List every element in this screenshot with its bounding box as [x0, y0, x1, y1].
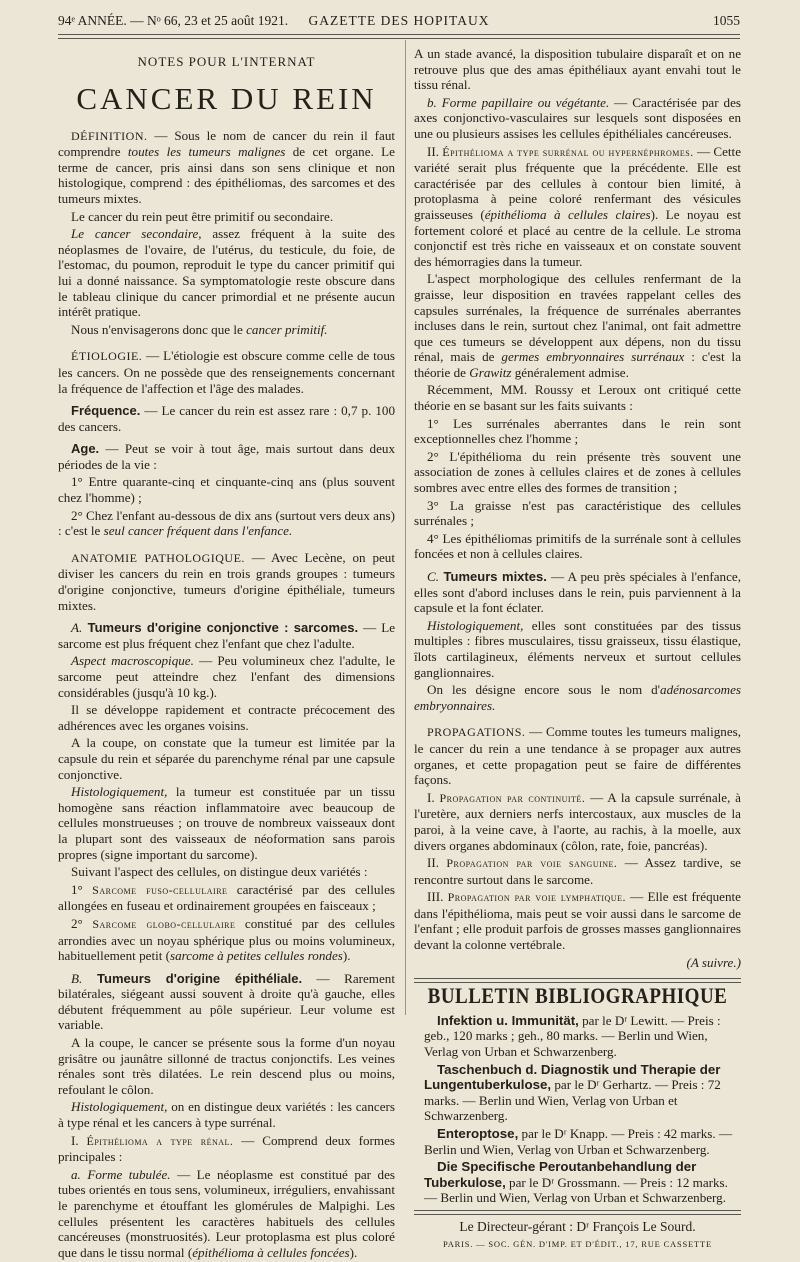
list-item: 2° Sarcome globo-cellulaire constitué par des cellules arrondies avec un noyau sphérique plus ou moins volumineux, habituellement petit (sarcome à petites cellules rondes).	[58, 915, 395, 964]
list-item: II. Épithélioma a type surrénal ou hypernéphromes. — Cette variété serait plus fréquente que la précédente. Elle est caractérisée par des cellules à contour bien limité, à protoplasma à peine coloré renfermant des vésicules graisseuses (épithélioma à cellules claires). Le noyau est fortement coloré et placé au centre de la cellule. Le stroma conjonctif est très riche en vaisseaux et on constate souvent des hémorragies dans la tumeur.	[414, 143, 742, 269]
article-title: CANCER DU REIN	[76, 80, 377, 116]
list-item: III. Propagation par voie lymphatique. — Elle est fréquente dans l'épithélioma, mais peut se voir aussi dans le sarcome de l'enfant ; elle produit parfois de grosses masses ganglionnaires devant la colonne vertébrale.	[414, 889, 741, 953]
column-divider	[405, 40, 406, 1015]
list-item: II. Propagation par voie sanguine. — Assez tardive, se rencontre surtout dans le sarcome.	[414, 855, 741, 887]
page-number: 1055	[713, 13, 740, 28]
bibliography-entry: Enteroptose, par le Dʳ Knapp. — Preis : 42 marks. — Berlin und Wien, Verlag von Urban et Schwarzenberg.	[424, 1126, 733, 1157]
to-be-continued: (A suivre.)	[686, 954, 741, 970]
section-rule	[414, 1210, 741, 1215]
issue-info: 94ᵉ ANNÉE. — Nᵒ 66, 23 et 25 août 1921.	[58, 13, 289, 28]
paragraph: Age. — Peut se voir à tout âge, mais surtout dans deux périodes de la vie :	[58, 441, 395, 472]
right-column	[414, 46, 741, 1252]
paragraph: B. Tumeurs d'origine épithéliale. — Rarement bilatérales, siégeant aussi souvent à droite qu'à gauche, elles débutent fréquemment au pôle supérieur. Leur volume est variable.	[58, 970, 395, 1033]
bibliography-entry: Taschenbuch d. Diagnostik und Therapie der Lungentuberkulose, par le Dʳ Gerhartz. — Preis : 72 marks. — Berlin und Wien, Verlag von Urban et Schwarzenberg.	[424, 1061, 721, 1124]
bibliography-section	[414, 978, 741, 1252]
printer-line: PARIS. — SOC. GÉN. D'IMP. ET D'ÉDIT., 17, RUE CASSETTE	[442, 1238, 712, 1249]
paragraph: Aspect macroscopique. — Peu volumineux chez l'adulte, le sarcome peut atteindre chez l'enfant des dimensions considérables (jusqu'à 10 kg.).	[58, 653, 396, 700]
section-title: NOTES POUR L'INTERNAT	[137, 54, 316, 69]
list-item: 1° Entre quarante-cinq et cinquante-cinq ans (plus souvent chez l'homme) ;	[58, 474, 395, 506]
list-item: I. Épithélioma a type rénal. — Comprend deux formes principales :	[58, 1132, 396, 1165]
list-item: 2° Chez l'enfant au-dessous de dix ans (surtout vers deux ans) : c'est le seul cancer fréquent dans l'enfance.	[58, 507, 395, 539]
propagation-paragraph: PROPAGATIONS. — Comme toutes les tumeurs malignes, le cancer du rein a une tendance à se propager aux autres organes, et cette propagation peut se faire de différentes façons.	[414, 724, 741, 788]
list-item: I. Propagation par continuité. — A la capsule surrénale, à l'uretère, aux derniers nerfs intercostaux, aux muscles de la paroi, à la veine cave, à l'aorte, au rachis, à la moelle, aux divers organes abdominaux (côlon, rate, foie, pancréas).	[414, 789, 741, 853]
paragraph: Histologiquement, la tumeur est constituée par un tissu homogène sans réaction inflammatoire avec beaucoup de cellules monstrueuses ; on trouve de nombreux vaisseaux dont la plupart sont des vaisseaux de néoformation sans parois propres (signe important du sarcome).	[58, 784, 395, 862]
definition-paragraph: DÉFINITION. — Sous le nom de cancer du rein il faut comprendre toutes les tumeurs malignes de cet organe. Le terme de cancer, pris ainsi dans son sens clinique et non histologique, comprend : des épithéliomas, des sarcomes et des tumeurs mixtes.	[58, 127, 395, 206]
paragraph: Histologiquement, elles sont constituées par des tissus multiples : fibres musculaires, tissu graisseux, tissu élastique, îlots cartilagineux, éléments nerveux et surtout cellules ganglionnaires.	[414, 617, 741, 680]
anatomy-paragraph: ANATOMIE PATHOLOGIQUE. — Avec Lecène, on peut diviser les cancers du rein en trois grands groupes : tumeurs d'origine conjonctive, tumeurs d'origine épithéliale, tumeurs mixtes.	[58, 549, 395, 613]
list-item: a. Forme tubulée. — Le néoplasme est constitué par des tubes orientés en tous sens, volumineux, irréguliers, envahissant le parenchyme et étouffant les glomérules de Malpighi. Les cellules présentent les caractères habituels des cellules cancéreuses (monstruosités). Leur protoplasma est plus coloré que dans le tissu normal (épithélioma à cellules foncées).	[58, 1166, 395, 1260]
list-item: 4° Les épithéliomas primitifs de la surrénale sont à cellules foncées et non à cellules claires.	[414, 530, 741, 562]
bibliography-title: BULLETIN BIBLIOGRAPHIQUE	[427, 984, 728, 1009]
page-header	[58, 12, 740, 30]
paragraph: On les désigne encore sous le nom d'adénosarcomes embryonnaires.	[414, 682, 741, 713]
paragraph: Le cancer du rein peut être primitif ou secondaire.	[71, 208, 334, 224]
bibliography-entry: Die Specifische Peroutanbehandlung der Tuberkulose, par le Dʳ Grossmann. — Preis : 12 marks. — Berlin und Wien, Verlag von Urban et Schwarzenberg.	[424, 1159, 728, 1206]
paragraph: A. Tumeurs d'origine conjonctive : sarcomes. — Le sarcome est plus fréquent chez l'enfant que chez l'adulte.	[58, 620, 396, 651]
left-column	[58, 52, 395, 1262]
paragraph: L'aspect morphologique des cellules renfermant de la graisse, leur disposition en travées rappelant celles des capsules surrénales, la fréquence de surrénales aberrantes incluses dans le rein, surtout chez l'animal, ont fait admettre que ces tumeurs se développent aux dépens, non du tissu rénal, mais de germes embryonnaires surrénaux : c'est la théorie de Grawitz généralement admise.	[414, 271, 742, 380]
header-rule	[58, 34, 740, 39]
list-item: b. Forme papillaire ou végétante. — Caractérisée par des axes conjonctivo-vasculaires sur lesquels sont disposées en une ou plusieurs assises les cellules épithéliales cancéreuses.	[414, 94, 741, 141]
bibliography-entry: Infektion u. Immunität, par le Dʳ Lewitt. — Preis : geb., 120 marks ; geh., 80 marks. — Berlin und Wien, Verlag von Urban et Schwarzenberg.	[424, 1012, 721, 1060]
paragraph: Le cancer secondaire, assez fréquent à la suite des néoplasmes de l'ovaire, de l'utérus, du testicule, du foie, de l'estomac, du poumon, reproduit le type du cancer primitif qui lui a donné naissance. Sa symptomatologie reste obscure dans le tableau clinique du cancer primordial et ne présente aucun intérêt pratique.	[58, 226, 395, 320]
paragraph: Récemment, MM. Roussy et Leroux ont critiqué cette théorie en se basant sur les faits suivants :	[414, 382, 741, 414]
list-item: 1° Les surrénales aberrantes dans le rein sont exceptionnelles chez l'homme ;	[414, 415, 741, 447]
paragraph: C. Tumeurs mixtes. — A peu près spéciales à l'enfance, elles sont d'abord incluses dans le rein, puis parviennent à la capsule et la font éclater.	[414, 569, 741, 616]
director-line: Le Directeur-gérant : Dʳ François Le Sourd.	[459, 1218, 696, 1234]
paragraph: Suivant l'aspect des cellules, on distingue deux variétés :	[71, 864, 368, 880]
etiology-paragraph: ÉTIOLOGIE. — L'étiologie est obscure comme celle de tous les cancers. On ne possède que des renseignements concernant la fréquence de l'affection et l'âge des malades.	[58, 348, 395, 396]
paragraph: A la coupe, on constate que la tumeur est limitée par la capsule du rein et séparée du parenchyme rénal par une capsule conjonctive.	[58, 735, 395, 782]
paragraph: Histologiquement, on en distingue deux variétés : les cancers à type rénal et les cancers à type surrénal.	[58, 1099, 395, 1131]
paragraph: A un stade avancé, la disposition tubulaire disparaît et on ne retrouve plus que des amas épithéliaux ayant envahi tout le tissu rénal.	[414, 46, 741, 93]
list-item: 3° La graisse n'est pas caractéristique des cellules surrénales ;	[414, 497, 741, 529]
paragraph: Nous n'envisagerons donc que le cancer primitif.	[71, 321, 328, 337]
paragraph: A la coupe, le cancer se présente sous la forme d'un noyau grisâtre ou jaunâtre sillonné de tractus conjonctifs. Les veines rénales sont très dilatées. Le rein descend plus ou moins, refoulant le côlon.	[58, 1035, 395, 1097]
journal-name: GAZETTE DES HOPITAUX	[308, 13, 490, 28]
paragraph: Fréquence. — Le cancer du rein est assez rare : 0,7 p. 100 des cancers.	[58, 403, 395, 434]
list-item: 1° Sarcome fuso-cellulaire caractérisé par des cellules allongées en fuseau et ordinairement groupées en faisceaux ;	[58, 881, 395, 914]
paragraph: Il se développe rapidement et contracte précocement des adhérences avec les organes voisins.	[58, 702, 395, 733]
list-item: 2° L'épithélioma du rein présente très souvent une association de zones à cellules claires et de zones à cellules sombres avec entre elles des formes de transition ;	[414, 448, 741, 496]
section-rule	[414, 978, 741, 983]
